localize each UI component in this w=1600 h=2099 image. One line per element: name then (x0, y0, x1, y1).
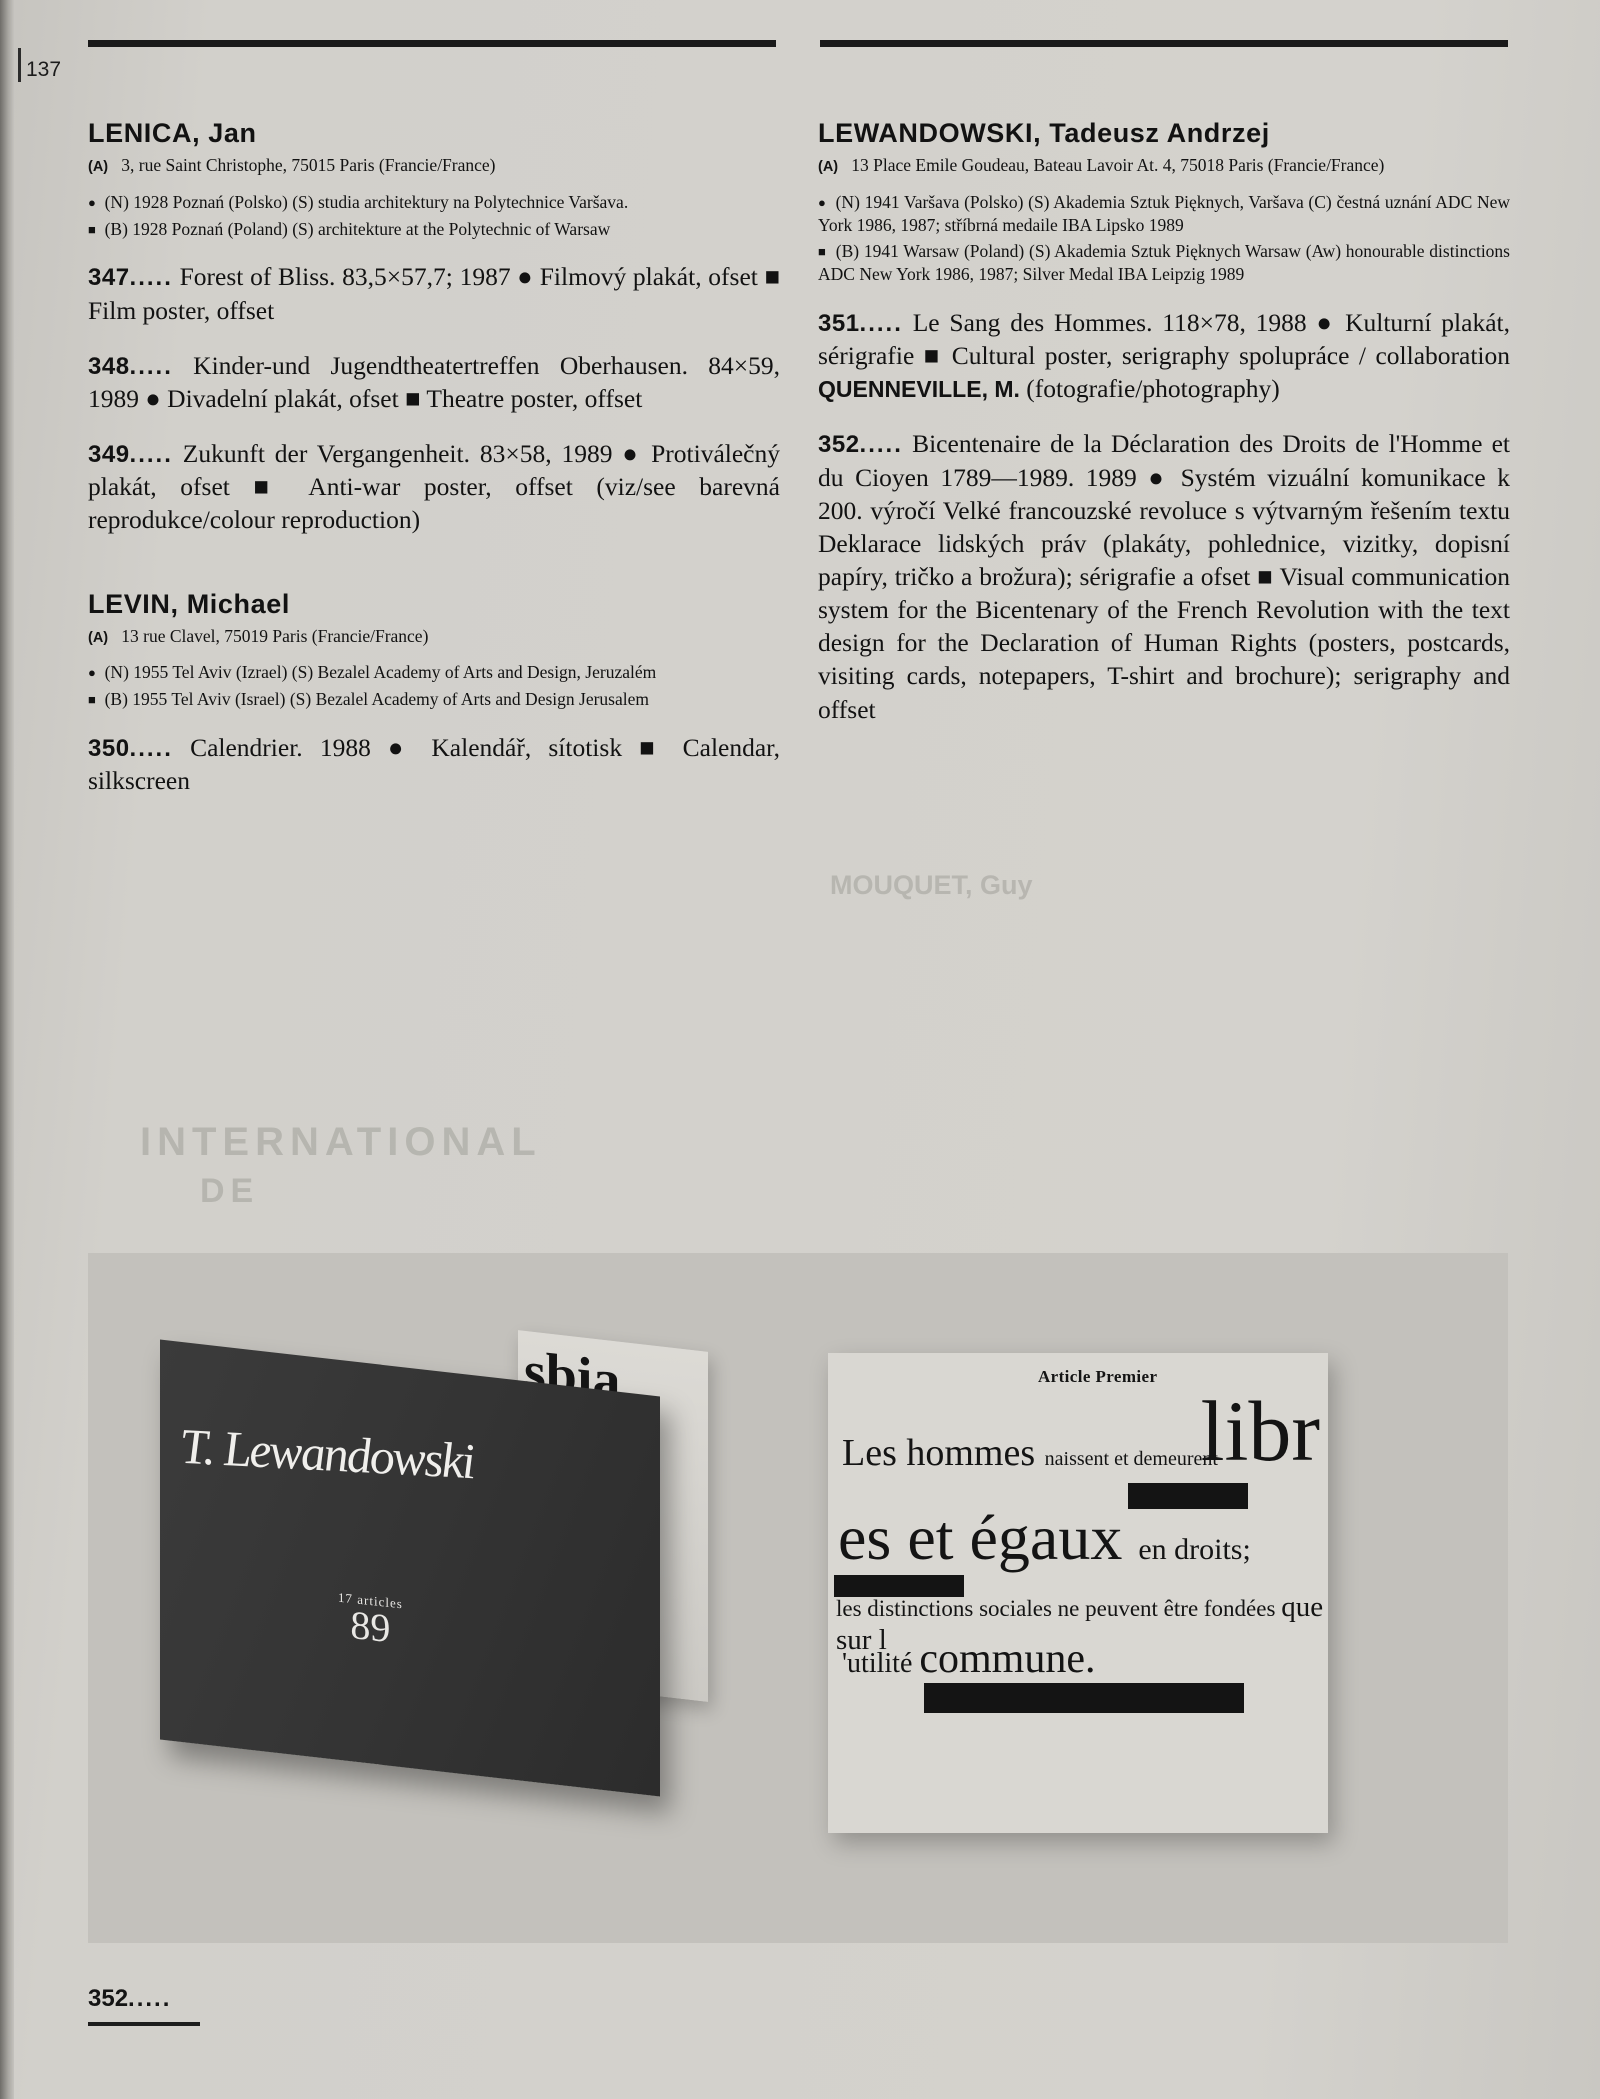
bio-czech (818, 191, 1510, 237)
bio-czech (88, 661, 780, 684)
work-number: 352 (818, 431, 860, 459)
bio-czech (88, 191, 780, 214)
work-text: Zukunft der Vergangenheit. 83×58, 1989 ● Protiválečný plakát, ofset ■ Anti-war poster, offset (viz/see barevná reprodukce/colour reproduction) (88, 439, 780, 535)
bio-english (818, 240, 1510, 286)
work-text: Calendrier. 1988 ● Kalendář, sítotisk ■ Calendar, silkscreen (88, 732, 781, 796)
cover-logo-small: 17 articles (338, 1589, 403, 1612)
entry-lenica (88, 118, 780, 537)
square-marker: ■ (818, 244, 827, 260)
cover-logo-big: 89 (350, 1601, 391, 1652)
bio-english-text: (B) 1955 Tel Aviv (Israel) (S) Bezalel Academy of Arts and Design Jerusalem (104, 689, 649, 710)
page-number: 137 (26, 58, 62, 81)
work-item (88, 437, 780, 536)
ghost-text-international: INTERNATIONAL (140, 1120, 542, 1164)
work-text: Bicentenaire de la Déclaration des Droits de l'Homme et du Cioyen 1789—1989. 1989 ● Systém vizuální komunikace k 200. výročí Velké francouzské revoluce s výtvarným řešením textu Deklarace lidských práv (plakáty, pohlednice, vizitky, dopisní papíry, tričko a brožura); sérigrafie a ofset ■ Visual communication system for the Bicentenary of the French Revolution with the text design for the Declaration of Human Rights (posters, postcards, visiting cards, notepapers, T-shirt and brochure); serigraphy and offset (818, 429, 1510, 724)
entry-levin (88, 589, 780, 798)
address-tag: (A) (88, 629, 109, 646)
cover-logo (338, 1589, 403, 1652)
book-gutter-shadow (0, 0, 14, 2099)
address-tag: (A) (818, 159, 839, 175)
poster-line-4 (842, 1635, 1096, 1683)
entry-address (88, 155, 780, 177)
work-number: 349 (88, 441, 130, 469)
poster-line-2-small: en droits; (1138, 1533, 1251, 1566)
brochure-cover (160, 1340, 660, 1797)
address-text: 13 Place Emile Goudeau, Bateau Lavoir At. 4, 75018 Paris (Francie/France) (851, 155, 1385, 175)
entry-bio (88, 191, 780, 241)
address-tag: (A) (88, 159, 109, 175)
ghost-text-mouquet: MOUQUET, Guy (830, 870, 1033, 900)
entry-bio (818, 191, 1510, 286)
address-text: 3, rue Saint Christophe, 75015 Paris (Francie/France) (121, 155, 496, 175)
bio-czech-text: (N) 1928 Poznań (Polsko) (S) studia architektury na Polytechnice Varšava. (104, 191, 629, 212)
poster-line-4-small: 'utilité (842, 1648, 913, 1679)
photo-plate-inner (88, 1253, 1508, 1943)
header-rule-right (820, 40, 1508, 47)
poster-line-3-big: que sur l (836, 1591, 1324, 1656)
right-column (818, 118, 1510, 748)
address-text: 13 rue Clavel, 75019 Paris (Francie/France) (121, 625, 429, 646)
poster-line-2-main: es et égaux (838, 1502, 1123, 1573)
poster-article-heading: Article Premier (1038, 1367, 1158, 1386)
entry-spacer (88, 559, 780, 589)
poster-line-1 (842, 1431, 1218, 1475)
entry-lewandowski (818, 118, 1510, 726)
bio-english-text: (B) 1928 Poznań (Poland) (S) architekture at the Polytechnic of Warsaw (104, 218, 611, 239)
bio-english (88, 688, 780, 711)
work-number: 348 (88, 352, 130, 380)
work-dots: ..... (129, 441, 173, 469)
work-text: Kinder-und Jugendtheatertreffen Oberhausen. 84×59, 1989 ● Divadelní plakát, ofset ■ Theatre poster, offset (88, 350, 780, 413)
bio-czech-text: (N) 1941 Varšava (Polsko) (S) Akademia Sztuk Pięknych, Varšava (C) čestná uznání ADC New York 1986, 1987; stříbrná medaile IBA Lipsko 1989 (818, 191, 1510, 235)
poster-line-4-big: commune. (919, 1636, 1096, 1682)
work-number: 351 (818, 309, 860, 337)
work-number: 347 (88, 264, 130, 292)
work-text: Forest of Bliss. 83,5×57,7; 1987 ● Filmový plakát, ofset ■ Film poster, offset (88, 262, 780, 325)
poster-line-2 (838, 1501, 1251, 1575)
entry-address (88, 626, 780, 648)
ghost-text-de: DE (200, 1172, 260, 1210)
poster-word-libr: libr (1200, 1383, 1320, 1479)
work-collaborator: QUENNEVILLE, M. (818, 376, 1020, 403)
cover-signature: T. Lewandowski (178, 1417, 475, 1490)
entry-address (818, 155, 1510, 177)
entry-name: LENICA, Jan (88, 118, 257, 148)
poster-line-1-main: Les hommes (842, 1432, 1036, 1474)
work-item (818, 427, 1510, 725)
poster-black-bar-c (924, 1683, 1244, 1713)
work-dots: ..... (859, 431, 903, 459)
work-item (818, 306, 1510, 405)
work-dots: ..... (129, 734, 173, 762)
entry-name: LEWANDOWSKI, Tadeusz Andrzej (818, 118, 1270, 148)
work-dots: ..... (859, 309, 903, 337)
left-column (88, 118, 780, 819)
bullet-marker: ● (818, 194, 827, 210)
bullet-marker: ● (88, 194, 96, 210)
poster-line-1-small: naissent et demeurent (1044, 1448, 1218, 1470)
work-text-before: Le Sang des Hommes. 118×78, 1988 ● Kulturní plakát, sérigrafie ■ Cultural poster, serigraphy spolupráce / collaboration (818, 307, 1510, 371)
plate-caption-number: 352 (88, 1985, 129, 2012)
work-item (88, 349, 780, 415)
work-item (88, 260, 780, 326)
footer-rule (88, 2022, 200, 2026)
sheet-text-1: sbia (524, 1339, 621, 1413)
square-marker: ■ (88, 692, 96, 708)
bio-english (88, 218, 780, 241)
header-rule-left (88, 40, 776, 47)
bio-english-text: (B) 1941 Warsaw (Poland) (S) Akademia Sztuk Pięknych Warsaw (Aw) honourable distinctions ADC New York 1986, 1987; Silver Medal IBA Leipzig 1989 (818, 241, 1510, 285)
bio-czech-text: (N) 1955 Tel Aviv (Izrael) (S) Bezalel Academy of Arts and Design, Jeruzalém (104, 662, 657, 683)
entry-bio (88, 661, 780, 711)
plate-caption (88, 1985, 171, 2013)
entry-name: LEVIN, Michael (88, 588, 290, 619)
work-dots: ..... (129, 264, 173, 292)
poster-line-3-text: les distinctions sociales ne peuvent être fondées (836, 1596, 1276, 1621)
photo-plate (88, 1253, 1508, 1943)
work-text-after: (fotografie/photography) (1019, 374, 1280, 404)
bullet-marker: ● (88, 665, 96, 681)
square-marker: ■ (88, 221, 96, 237)
declaration-poster (828, 1353, 1328, 1833)
work-item (88, 731, 780, 797)
page-number-rule (18, 48, 21, 82)
work-dots: ..... (129, 352, 173, 380)
plate-caption-dots: ..... (128, 1985, 172, 2012)
work-number: 350 (88, 734, 130, 762)
